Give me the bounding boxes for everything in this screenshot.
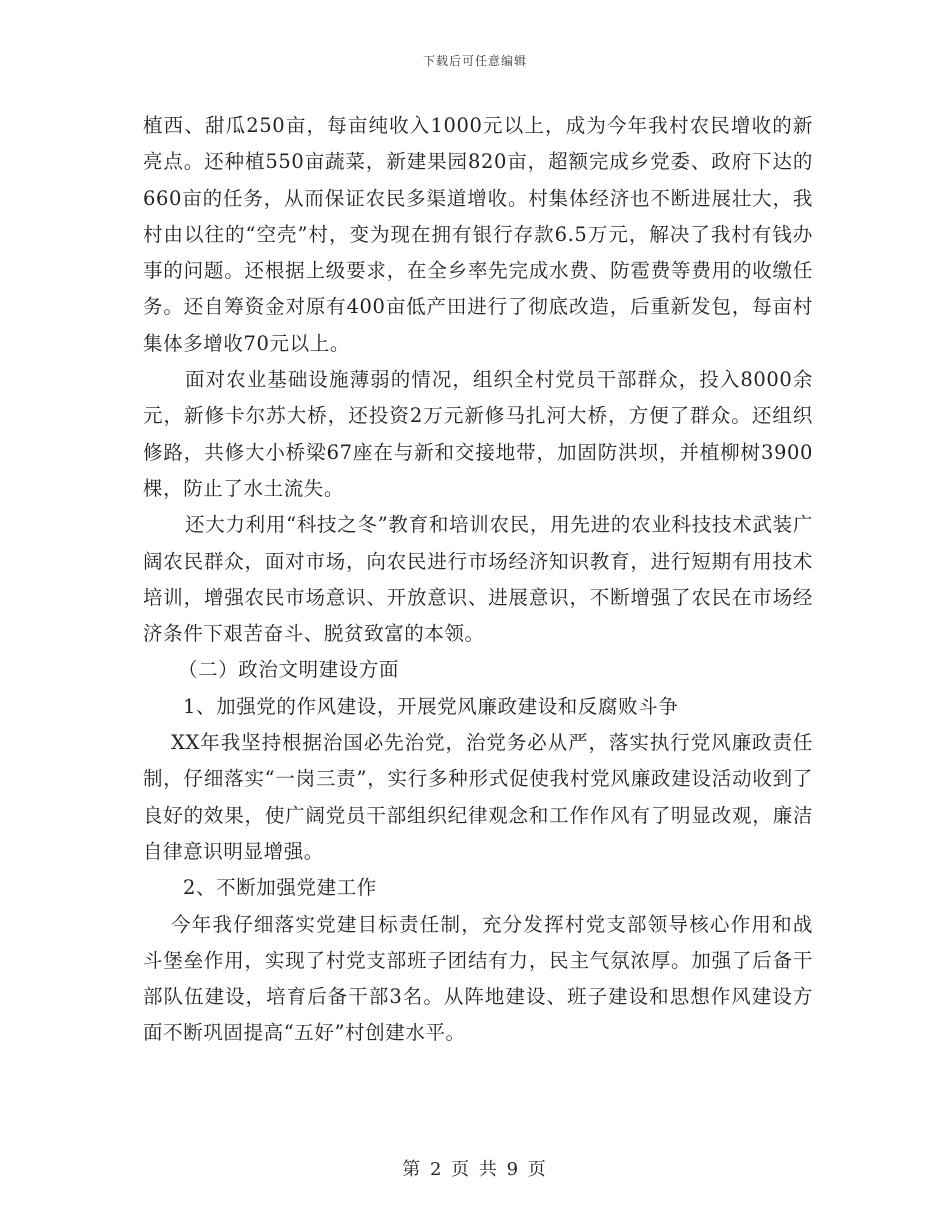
paragraph-infrastructure: 面对农业基础设施薄弱的情况，组织全村党员干部群众，投入8000余元，新修卡尔苏大桥，还投资2万元新修马扎河大桥，方便了群众。还组织修路，共修大小桥梁67座在与新和交接地带，加固防洪坝，并植柳树3900棵，防止了水土流失。 [143, 368, 813, 500]
paragraph-crop-income: 植西、甜瓜250亩，每亩纯收入1000元以上，成为今年我村农民增收的新亮点。还种植550亩蔬菜，新建果园820亩，超额完成乡党委、政府下达的660亩的任务，从而保证农民多渠道增收。村集体经济也不断进展壮大，我村由以往的“空壳”村，变为现在拥有银行存款6.5万元，解决了我村有钱办事的问题。还根据上级要求，在全乡率先完成水费、防雹费等费用的收缴任务。还自筹资金对原有400亩低产田进行了彻底改造，后重新发包，每亩村集体多增收70元以上。 [143, 114, 813, 355]
document-body [143, 108, 813, 1052]
page-number: 第 2 页 共 9 页 [402, 1159, 548, 1180]
paragraph-party-building: 今年我仔细落实党建目标责任制，充分发挥村党支部领导核心作用和战斗堡垒作用，实现了村党支部班子团结有力，民主气氛浓厚。加强了后备干部队伍建设，培育后备干部3名。从阵地建设、班子建设和思想作风建设方面不断巩固提高“五好”村创建水平。 [143, 912, 813, 1045]
subheading-party-style: 1、加强党的作风建设，开展党风廉政建设和反腐败斗争 [183, 694, 679, 718]
page-header-note: 下载后可任意编辑 [422, 54, 527, 68]
paragraph-technology-training: 还大力利用“科技之冬”教育和培训农民，用先进的农业科技技术武装广阔农民群众，面对市场，向农民进行市场经济知识教育，进行短期有用技术培训，增强农民市场意识、开放意识、进展意识，不断增强了农民在市场经济条件下艰苦奋斗、脱贫致富的本领。 [143, 513, 813, 646]
section-heading-political: （二）政治文明建设方面 [178, 658, 400, 682]
subheading-party-building: 2、不断加强党建工作 [183, 876, 377, 900]
paragraph-anti-corruption: XX年我坚持根据治国必先治党，治党务必从严，落实执行党风廉政责任制，仔细落实“一岗三责”，实行多种形式促使我村党风廉政建设活动收到了良好的效果，使广阔党员干部组织纪律观念和工作作风有了明显改观，廉洁自律意识明显增强。 [143, 731, 813, 863]
